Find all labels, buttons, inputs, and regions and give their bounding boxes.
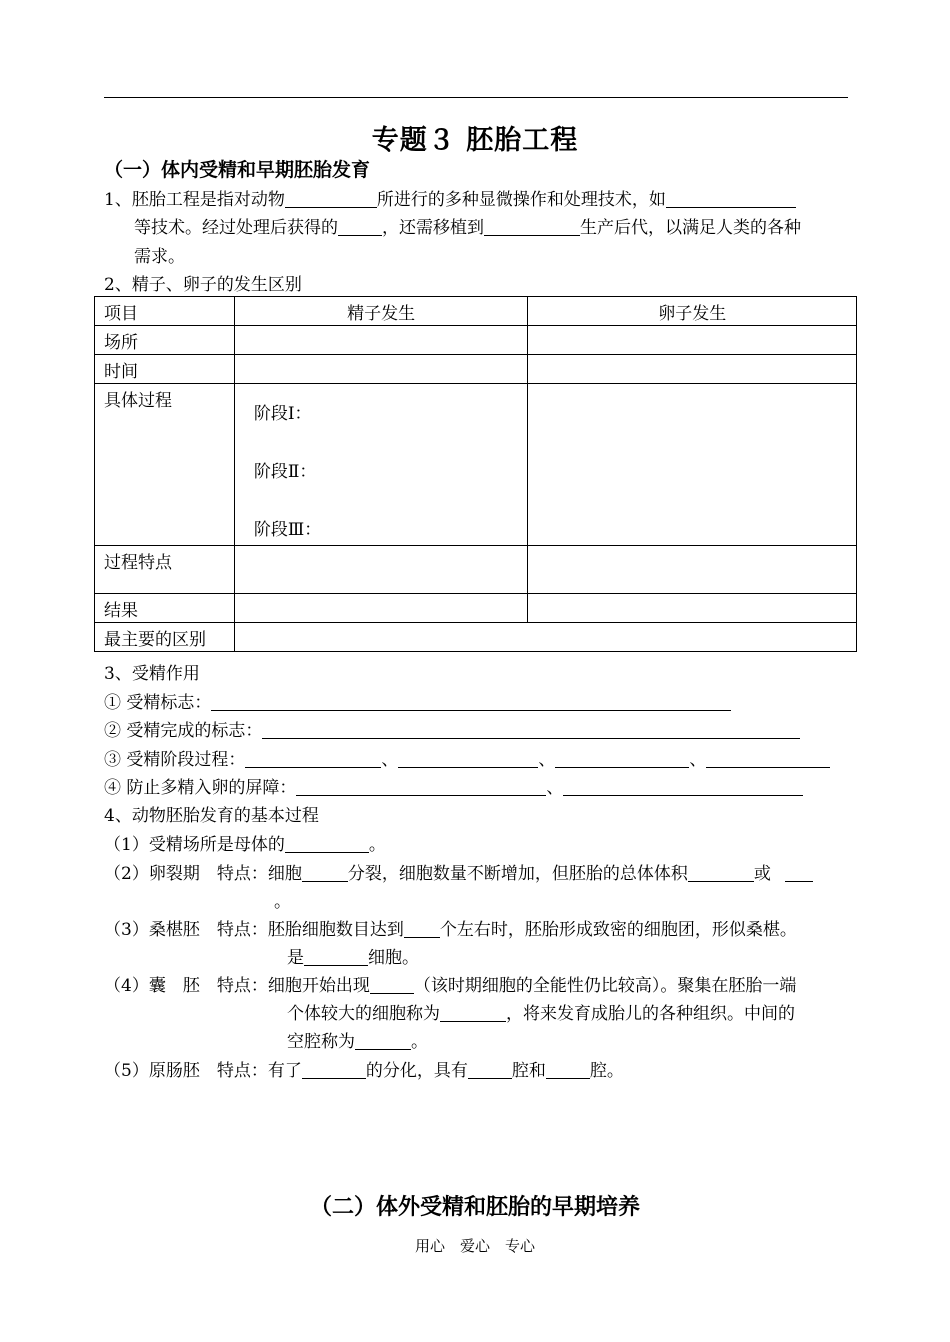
table-header-cell: 项目 — [95, 297, 235, 326]
blank-field[interactable] — [304, 948, 368, 966]
blank-field[interactable] — [355, 1032, 411, 1050]
q1-text-b: 所进行的多种显微操作和处理技术，如 — [376, 190, 666, 210]
answer-cell[interactable] — [528, 594, 857, 623]
row-label: 过程特点 — [95, 546, 235, 594]
q1-text-d: ，还需移植到 — [382, 218, 484, 238]
q1-line1 — [104, 185, 796, 210]
gametogenesis-table — [94, 296, 857, 652]
blank-field[interactable] — [666, 190, 796, 208]
blank-field[interactable] — [688, 864, 754, 882]
q4-text: （1）受精场所是母体的 — [104, 835, 285, 855]
blank-field[interactable] — [785, 864, 813, 882]
blank-field[interactable] — [245, 750, 381, 768]
q3-heading: 3、受精作用 — [104, 664, 200, 684]
row-label: 最主要的区别 — [95, 623, 235, 652]
blank-field[interactable] — [404, 920, 440, 938]
blank-field[interactable] — [262, 721, 800, 739]
row-label: 结果 — [95, 594, 235, 623]
q4-text: 腔。 — [589, 1061, 624, 1081]
header-rule — [104, 97, 848, 98]
q4-text: ，将来发育成胎儿的各种组织。中间的 — [506, 1004, 795, 1024]
stage-label: 阶段Ⅲ： — [253, 520, 322, 540]
q3-item-4 — [104, 773, 803, 798]
q3-label: ④ 防止多精入卵的屏障： — [104, 778, 297, 798]
blank-field[interactable] — [296, 778, 546, 796]
blank-field[interactable] — [468, 1061, 512, 1079]
q4-text: 是 — [287, 948, 304, 968]
q2-heading: 2、精子、卵子的发生区别 — [104, 275, 302, 295]
blank-field[interactable] — [285, 835, 369, 853]
q4-text: （4）囊 胚 特点：细胞开始出现 — [104, 976, 370, 996]
table-row — [95, 355, 857, 384]
table-header-cell: 精子发生 — [234, 297, 528, 326]
q4-text: （2）卵裂期 特点：细胞 — [104, 864, 302, 884]
table-row — [95, 326, 857, 355]
separator: 、 — [689, 750, 707, 770]
stage-label: 阶段Ⅱ： — [253, 462, 317, 482]
table-row — [95, 623, 857, 652]
q1-line3: 需求。 — [134, 247, 185, 267]
table-row — [95, 594, 857, 623]
q4-part-2-end: 。 — [274, 892, 291, 912]
blank-field[interactable] — [302, 864, 348, 882]
q1-text-c: 等技术。经过处理后获得的 — [134, 218, 338, 238]
row-label: 具体过程 — [95, 384, 235, 546]
q4-text: 腔和 — [511, 1061, 546, 1081]
q4-text: 个左右时，胚胎形成致密的细胞团，形似桑椹。 — [439, 920, 797, 940]
page-footer: 用心 爱心 专心 — [414, 1237, 535, 1255]
table-header-cell: 卵子发生 — [528, 297, 857, 326]
blank-field[interactable] — [484, 218, 580, 236]
blank-field[interactable] — [440, 1004, 506, 1022]
q3-label: ① 受精标志： — [104, 693, 212, 713]
row-label: 时间 — [95, 355, 235, 384]
q4-part-2 — [104, 859, 813, 884]
table-row — [95, 384, 857, 546]
answer-cell[interactable] — [528, 326, 857, 355]
answer-cell[interactable] — [234, 546, 528, 594]
q4-text: 空腔称为 — [287, 1032, 355, 1052]
answer-cell[interactable] — [234, 594, 528, 623]
q3-item-2 — [104, 716, 800, 741]
q3-label: ③ 受精阶段过程： — [104, 750, 246, 770]
blank-field[interactable] — [302, 1061, 366, 1079]
blank-field[interactable] — [398, 750, 538, 768]
q4-part-5 — [104, 1056, 624, 1081]
q4-text: 个体较大的细胞称为 — [287, 1004, 440, 1024]
q3-item-1 — [104, 688, 731, 713]
answer-cell[interactable] — [234, 384, 528, 546]
q4-part-4-end — [287, 1027, 428, 1052]
answer-cell[interactable] — [528, 355, 857, 384]
q4-heading: 4、动物胚胎发育的基本过程 — [104, 806, 319, 826]
blank-field[interactable] — [546, 1061, 590, 1079]
separator: 、 — [381, 750, 399, 770]
q4-part-3 — [104, 915, 797, 940]
q1-text-a: 1、胚胎工程是指对动物 — [104, 190, 285, 210]
section-heading-1: （一）体内受精和早期胚胎发育 — [104, 159, 371, 181]
blank-field[interactable] — [370, 976, 414, 994]
q4-text: 细胞。 — [368, 948, 419, 968]
q4-part-4-cont — [287, 999, 795, 1024]
q3-label: ② 受精完成的标志： — [104, 721, 263, 741]
table-row — [95, 546, 857, 594]
blank-field[interactable] — [555, 750, 689, 768]
q4-text: 。 — [368, 835, 386, 855]
q4-text: （5）原肠胚 特点：有了 — [104, 1061, 302, 1081]
q4-text: 。 — [411, 1032, 428, 1052]
separator: 、 — [538, 750, 556, 770]
q1-line2 — [134, 213, 801, 238]
q4-text: 的分化，具有 — [365, 1061, 468, 1081]
answer-cell[interactable] — [234, 355, 528, 384]
q4-part-4 — [104, 971, 796, 996]
blank-field[interactable] — [285, 190, 377, 208]
answer-cell[interactable] — [234, 623, 856, 652]
answer-cell[interactable] — [528, 546, 857, 594]
q4-text: （该时期细胞的全能性仍比较高）。聚集在胚胎一端 — [413, 976, 797, 996]
blank-field[interactable] — [706, 750, 830, 768]
q1-text-e: 生产后代，以满足人类的各种 — [580, 218, 801, 238]
separator: 、 — [546, 778, 564, 798]
q3-item-3 — [104, 745, 830, 770]
row-label: 场所 — [95, 326, 235, 355]
section-heading-2: （二）体外受精和胚胎的早期培养 — [309, 1194, 640, 1220]
blank-field[interactable] — [338, 218, 382, 236]
q4-text: 分裂，细胞数量不断增加，但胚胎的总体体积 — [347, 864, 688, 884]
blank-field[interactable] — [211, 693, 731, 711]
stage-label: 阶段Ⅰ： — [253, 404, 312, 424]
answer-cell[interactable] — [528, 384, 857, 546]
blank-field[interactable] — [563, 778, 803, 796]
q4-text: （3）桑椹胚 特点：胚胎细胞数目达到 — [104, 920, 404, 940]
q4-text: 或 — [753, 864, 771, 884]
q4-part-3-cont — [287, 943, 419, 968]
q4-part-1 — [104, 830, 386, 855]
table-header-row — [95, 297, 857, 326]
page-title: 专题３ 胚胎工程 — [371, 125, 579, 156]
answer-cell[interactable] — [234, 326, 528, 355]
